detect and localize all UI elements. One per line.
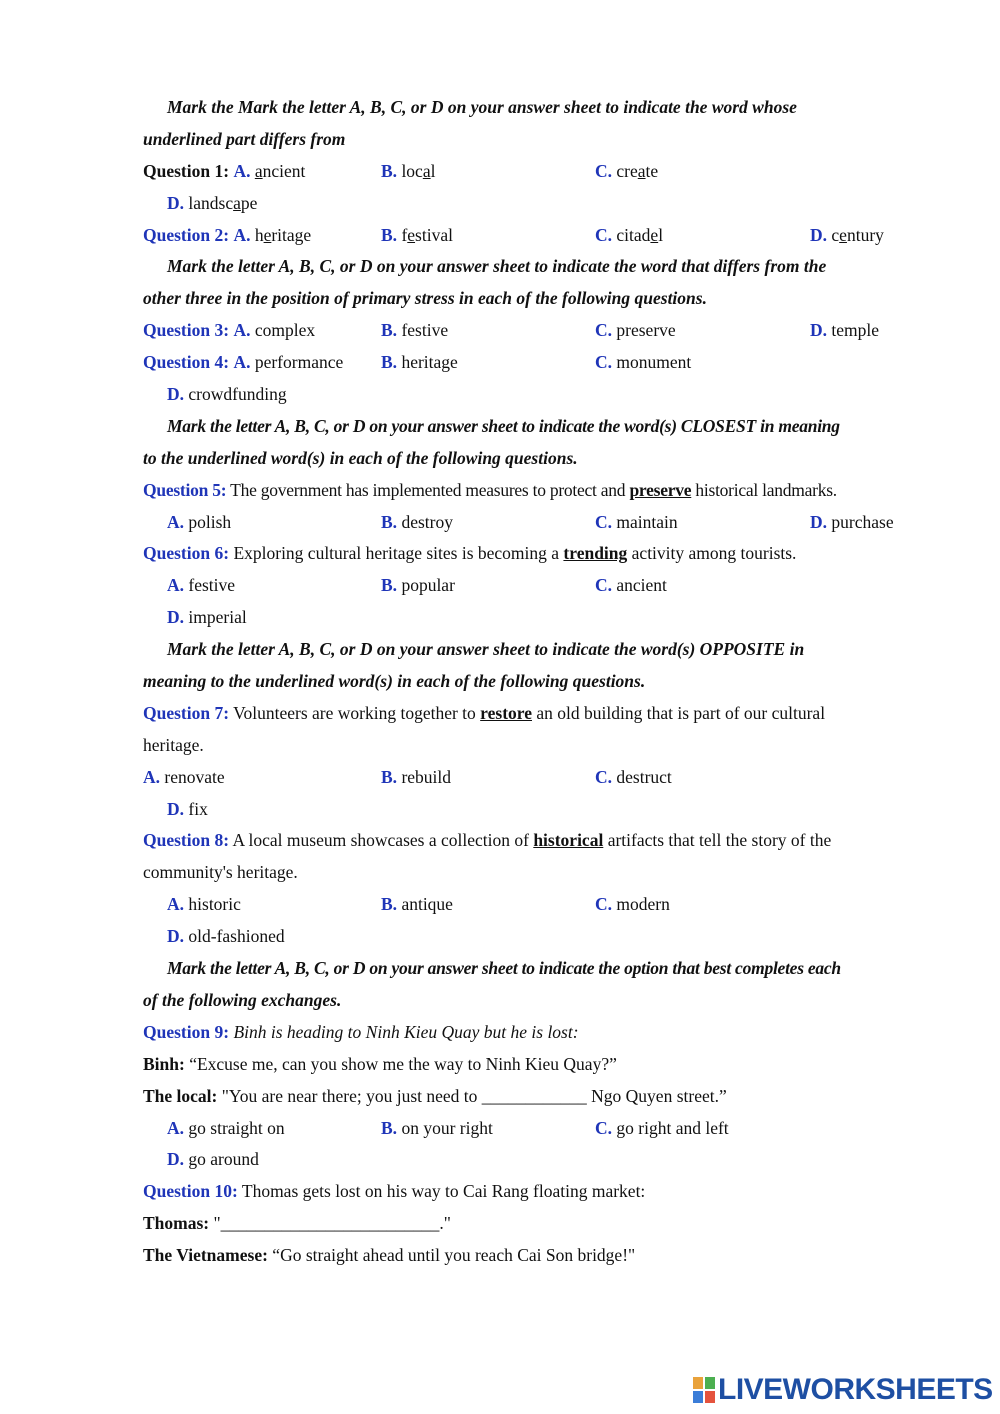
- speaker: The local:: [143, 1085, 218, 1106]
- question-label: Question 6:: [143, 543, 230, 564]
- question-label: Question 2:: [143, 224, 230, 245]
- option-letter: A.: [233, 160, 251, 181]
- question-8: [143, 825, 913, 857]
- question-4: [143, 347, 913, 379]
- question-9: [143, 1017, 913, 1049]
- question-label: Question 7:: [143, 702, 230, 723]
- option-a[interactable]: complex: [254, 320, 316, 341]
- question-7-options: [143, 762, 913, 794]
- question-6-options: [143, 570, 913, 602]
- option-c[interactable]: C. ancient: [595, 575, 667, 596]
- instruction-pronunciation-line1: Mark the Mark the letter A, B, C, or D on your answer sheet to indicate the word whose: [167, 97, 797, 117]
- option-d[interactable]: D. old-fashioned: [167, 926, 285, 947]
- option-c[interactable]: C. create: [595, 160, 659, 181]
- question-label: Question 1:: [143, 160, 230, 181]
- option-b[interactable]: B. heritage: [381, 352, 458, 373]
- question-5-options: [143, 507, 913, 539]
- option-b[interactable]: B. on your right: [381, 1117, 493, 1138]
- question-3: [143, 315, 913, 347]
- instruction-exchanges-line1: Mark the letter A, B, C, or D on your answer sheet to indicate the option that best completes each: [167, 958, 841, 979]
- question-8-stem-cont: community's heritage.: [143, 862, 298, 883]
- option-d[interactable]: D. landscape: [167, 192, 258, 213]
- question-stem: Volunteers are working together to restore an old building that is part of our cultural: [233, 702, 826, 723]
- question-label: Question 8:: [143, 830, 230, 851]
- utterance: “Excuse me, can you show me the way to Ninh Kieu Quay?”: [189, 1053, 617, 1074]
- question-9-row2: [143, 1144, 913, 1176]
- instruction-closest-line1: Mark the letter A, B, C, or D on your answer sheet to indicate the word(s) CLOSEST in meaning: [167, 415, 840, 436]
- key-word: restore: [480, 702, 532, 723]
- option-c[interactable]: C. citadel: [595, 224, 664, 245]
- instruction-exchanges-line2: of the following exchanges.: [143, 989, 342, 1010]
- option-c[interactable]: C. modern: [595, 894, 670, 915]
- dialogue-line: [143, 1208, 913, 1240]
- option-letter: A.: [233, 224, 251, 245]
- question-4-row2: [143, 379, 913, 411]
- question-6-row2: [143, 602, 913, 634]
- option-b[interactable]: B. festival: [381, 224, 453, 245]
- option-a[interactable]: A. festive: [167, 575, 236, 596]
- question-stem: Exploring cultural heritage sites is becoming a trending activity among tourists.: [233, 543, 797, 564]
- option-a[interactable]: A. polish: [167, 511, 232, 532]
- option-b[interactable]: B. festive: [381, 320, 449, 341]
- dialogue-line: [143, 1081, 913, 1113]
- option-letter: A.: [233, 352, 251, 373]
- instruction-pronunciation-line2: underlined part differs from: [143, 128, 346, 149]
- option-b[interactable]: B. rebuild: [381, 766, 452, 787]
- option-d[interactable]: D. go around: [167, 1149, 259, 1170]
- dialogue-line: [143, 1240, 913, 1272]
- option-b[interactable]: B. local: [381, 160, 436, 181]
- speaker: Thomas:: [143, 1213, 210, 1234]
- question-7: [143, 698, 913, 730]
- option-a[interactable]: A. go straight on: [167, 1117, 285, 1138]
- worksheet: [143, 92, 913, 1272]
- option-d[interactable]: D. purchase: [810, 511, 894, 532]
- question-stem: A local museum showcases a collection of historical artifacts that tell the story of the: [232, 830, 832, 851]
- question-9-options: [143, 1113, 913, 1145]
- question-1-row2: [143, 188, 913, 220]
- option-b[interactable]: B. antique: [381, 894, 453, 915]
- option-b[interactable]: B. popular: [381, 575, 455, 596]
- instruction-stress-line1: Mark the letter A, B, C, or D on your answer sheet to indicate the word that differs from the: [167, 256, 827, 277]
- question-8-options: [143, 889, 913, 921]
- speaker: The Vietnamese:: [143, 1245, 268, 1266]
- question-5: [143, 475, 913, 507]
- option-d[interactable]: D. century: [810, 224, 884, 245]
- question-context: Thomas gets lost on his way to Cai Rang floating market:: [241, 1181, 646, 1202]
- option-d[interactable]: D. temple: [810, 320, 880, 341]
- question-label: Question 9:: [143, 1021, 230, 1042]
- question-label: Question 5:: [143, 479, 227, 500]
- question-context: Binh is heading to Ninh Kieu Quay but he is lost:: [233, 1021, 579, 1042]
- option-c[interactable]: C. destruct: [595, 766, 672, 787]
- utterance: “Go straight ahead until you reach Cai Son bridge!": [272, 1245, 636, 1266]
- question-2: [143, 220, 913, 252]
- utterance: "You are near there; you just need to ____________ Ngo Quyen street.”: [221, 1085, 727, 1106]
- question-1: [143, 156, 913, 188]
- utterance-blank[interactable]: "_________________________.": [213, 1213, 451, 1234]
- option-a[interactable]: heritage: [254, 224, 312, 245]
- option-a[interactable]: A. historic: [167, 894, 241, 915]
- speaker: Binh:: [143, 1053, 185, 1074]
- option-d[interactable]: D. fix: [167, 798, 208, 819]
- question-8-row2: [143, 921, 913, 953]
- logo-text: LIVEWORKSHEETS: [718, 1373, 993, 1406]
- dialogue-line: [143, 1049, 913, 1081]
- option-d[interactable]: D. imperial: [167, 607, 247, 628]
- question-label: Question 3:: [143, 320, 230, 341]
- instruction-opposite-line1: Mark the letter A, B, C, or D on your answer sheet to indicate the word(s) OPPOSITE in: [167, 639, 805, 660]
- option-b[interactable]: B. destroy: [381, 511, 453, 532]
- key-word: historical: [533, 830, 604, 851]
- question-7-stem-cont: heritage.: [143, 734, 204, 755]
- question-7-row2: [143, 794, 913, 826]
- key-word: preserve: [629, 479, 692, 500]
- instruction-opposite-line2: meaning to the underlined word(s) in each of the following questions.: [143, 671, 646, 692]
- question-label: Question 4:: [143, 352, 230, 373]
- logo-grid-icon: [693, 1377, 715, 1403]
- instruction-closest-line2: to the underlined word(s) in each of the following questions.: [143, 447, 578, 468]
- instruction-stress-line2: other three in the position of primary stress in each of the following questions.: [143, 288, 707, 309]
- question-6: [143, 538, 913, 570]
- question-label: Question 10:: [143, 1181, 238, 1202]
- option-a[interactable]: A. renovate: [143, 766, 225, 787]
- question-stem: The government has implemented measures to protect and preserve historical landmarks.: [230, 479, 837, 500]
- option-c[interactable]: C. monument: [595, 352, 692, 373]
- option-c[interactable]: C. preserve: [595, 320, 676, 341]
- key-word: trending: [563, 543, 628, 564]
- option-c[interactable]: C. go right and left: [595, 1117, 729, 1138]
- liveworksheets-logo[interactable]: [693, 1372, 993, 1408]
- option-a[interactable]: ancient: [254, 160, 306, 181]
- option-letter: A.: [233, 320, 251, 341]
- question-10: [143, 1176, 913, 1208]
- option-c[interactable]: C. maintain: [595, 511, 678, 532]
- option-a[interactable]: performance: [254, 352, 344, 373]
- option-d[interactable]: D. crowdfunding: [167, 384, 287, 405]
